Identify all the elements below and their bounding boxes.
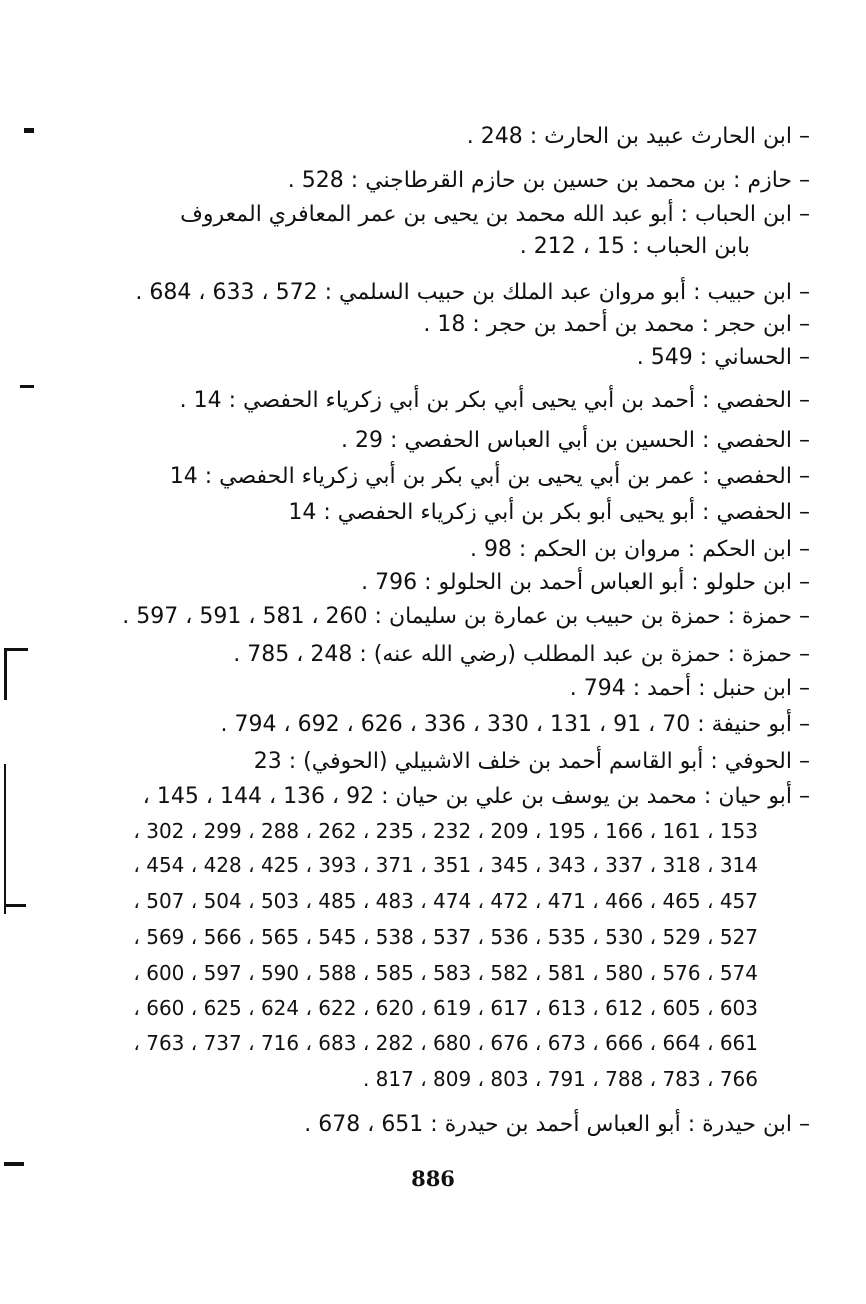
page-references-line: 153 ، 161 ، 166 ، 195 ، 209 ، 232 ، 235 ، 262 ، 288 ، 299 ، 302 ، — [133, 819, 758, 843]
margin-mark — [4, 904, 26, 907]
margin-mark — [24, 128, 34, 133]
page-references-line: 661 ، 664 ، 666 ، 673 ، 676 ، 680 ، 282 ، 683 ، 716 ، 737 ، 763 ، — [133, 1031, 758, 1055]
index-entry: – الحفصي : أبو يحيى أبو بكر بن أبي زكرياء الحفصي : 14 — [288, 500, 810, 525]
index-entry: – الحساني : 549 . — [636, 345, 810, 370]
index-entry: – ابن الحباب : أبو عبد الله محمد بن يحيى بن عمر المعافري المعروف — [180, 202, 810, 227]
index-entry: – ابن حلولو : أبو العباس أحمد بن الحلولو : 796 . — [361, 570, 810, 595]
page-references-line: 527 ، 529 ، 530 ، 535 ، 536 ، 537 ، 538 ، 545 ، 565 ، 566 ، 569 ، — [133, 925, 758, 949]
index-entry: – حمزة : حمزة بن عبد المطلب (رضي الله عنه) : 248 ، 785 . — [233, 642, 810, 667]
index-entry: – أبو حيان : محمد بن يوسف بن علي بن حيان : 92 ، 136 ، 144 ، 145 ، — [142, 784, 810, 809]
margin-bracket — [4, 648, 7, 700]
index-entry: – ابن حيدرة : أبو العباس أحمد بن حيدرة : 651 ، 678 . — [304, 1112, 810, 1137]
index-entry: – ابن الحكم : مروان بن الحكم : 98 . — [469, 537, 810, 562]
index-entry: – حازم : بن محمد بن حسين بن حازم القرطاجني : 528 . — [287, 168, 810, 193]
page-references-line: 314 ، 318 ، 337 ، 343 ، 345 ، 351 ، 371 ، 393 ، 425 ، 428 ، 454 ، — [133, 853, 758, 877]
index-entry-continuation: بابن الحباب : 15 ، 212 . — [519, 234, 750, 259]
index-entry: – ابن حجر : محمد بن أحمد بن حجر : 18 . — [423, 312, 810, 337]
page-references-line: 457 ، 465 ، 466 ، 471 ، 472 ، 474 ، 483 ، 485 ، 503 ، 504 ، 507 ، — [133, 889, 758, 913]
index-entry: – حمزة : حمزة بن حبيب بن عمارة بن سليمان : 260 ، 581 ، 591 ، 597 . — [122, 604, 810, 629]
page-references-line: 766 ، 783 ، 788 ، 791 ، 803 ، 809 ، 817 . — [362, 1067, 758, 1091]
margin-bracket — [4, 648, 28, 651]
index-entry: – الحفصي : أحمد بن أبي يحيى أبي بكر بن أبي زكرياء الحفصي : 14 . — [179, 388, 810, 413]
page-references-line: 574 ، 576 ، 580 ، 581 ، 582 ، 583 ، 585 ، 588 ، 590 ، 597 ، 600 ، — [133, 961, 758, 985]
index-entry: – ابن حبيب : أبو مروان عبد الملك بن حبيب السلمي : 572 ، 633 ، 684 . — [135, 280, 810, 305]
margin-rule — [4, 764, 6, 914]
page-number: 886 — [411, 1166, 455, 1191]
index-entry: – أبو حنيفة : 70 ، 91 ، 131 ، 330 ، 336 ، 626 ، 692 ، 794 . — [220, 712, 810, 737]
index-entry: – ابن حنبل : أحمد : 794 . — [569, 676, 810, 701]
page-references-line: 603 ، 605 ، 612 ، 613 ، 617 ، 619 ، 620 ، 622 ، 624 ، 625 ، 660 ، — [133, 996, 758, 1020]
index-entry: – الحفصي : عمر بن أبي يحيى بن أبي بكر بن أبي زكرياء الحفصي : 14 — [169, 464, 810, 489]
margin-mark — [20, 385, 34, 388]
index-entry: – الحفصي : الحسين بن أبي العباس الحفصي : 29 . — [341, 428, 810, 453]
index-entry: – الحوفي : أبو القاسم أحمد بن خلف الاشبيلي (الحوفي) : 23 — [253, 749, 810, 774]
index-entry: – ابن الحارث عبيد بن الحارث : 248 . — [466, 124, 810, 149]
